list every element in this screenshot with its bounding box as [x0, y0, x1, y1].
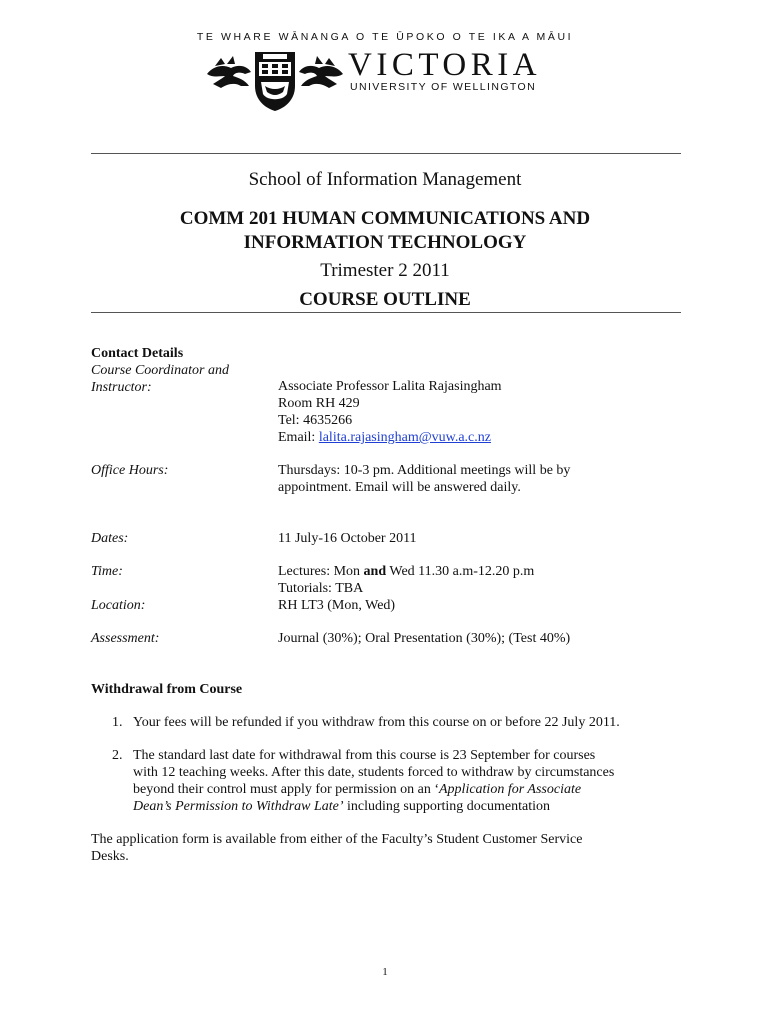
coordinator-email-row [278, 429, 502, 446]
dates-value: 11 July-16 October 2011 [278, 531, 417, 546]
lectures-text-b: Wed 11.30 a.m-12.20 p.m [386, 564, 535, 579]
university-wordmark: VICTORIA [348, 47, 542, 83]
tutorials-value: Tutorials: TBA [278, 581, 364, 596]
application-form-name-cont: Dean’s Permission to Withdraw Late’ [133, 799, 344, 814]
list-item-line: with 12 teaching weeks. After this date, students forced to withdraw by circumstances [133, 765, 615, 780]
office-hours-line-1: Thursdays: 10-3 pm. Additional meetings will be by [278, 463, 571, 478]
email-label: Email: [278, 430, 319, 445]
list-item-text [133, 747, 713, 815]
note-line-2: Desks. [91, 849, 129, 864]
university-subtitle: UNIVERSITY OF WELLINGTON [350, 81, 537, 93]
school-name: School of Information Management [248, 169, 522, 190]
coordinator-details [278, 378, 502, 446]
lectures-text-a: Lectures: Mon [278, 564, 364, 579]
contact-details-heading: Contact Details [91, 346, 184, 361]
time-label: Time: [91, 564, 123, 579]
course-title-line-1: COMM 201 HUMAN COMMUNICATIONS AND [179, 208, 591, 229]
coordinator-label-line-2: Instructor: [91, 380, 152, 395]
note-line-1: The application form is available from either of the Faculty’s Student Customer Service [91, 832, 583, 847]
document-title: COURSE OUTLINE [299, 289, 471, 310]
application-note [91, 831, 691, 865]
location-label: Location: [91, 598, 146, 613]
list-item [112, 714, 712, 731]
lectures-value [278, 563, 534, 580]
withdrawal-heading: Withdrawal from Course [91, 682, 243, 697]
list-item-line [133, 781, 713, 798]
application-form-name: Application for Associate [439, 782, 582, 797]
coordinator-label [91, 362, 229, 396]
course-title [0, 207, 770, 255]
list-item-line: The standard last date for withdrawal from this course is 23 September for courses [133, 748, 596, 763]
list-item-text: Your fees will be refunded if you withdraw from this course on or before 22 July 2011. [133, 715, 620, 730]
list-item-number: 1. [112, 715, 123, 730]
list-item-span: beyond their control must apply for permission on an ‘ [133, 782, 439, 797]
lectures-and: and [363, 564, 387, 579]
university-crest-logo [205, 44, 345, 112]
coordinator-name: Associate Professor Lalita Rajasingham [278, 379, 502, 394]
list-item-span: including supporting documentation [343, 799, 551, 814]
assessment-label: Assessment: [91, 631, 160, 646]
course-title-line-2: INFORMATION TECHNOLOGY [243, 232, 527, 253]
office-hours-label: Office Hours: [91, 463, 169, 478]
coordinator-label-line-1: Course Coordinator and [91, 363, 229, 378]
trimester: Trimester 2 2011 [320, 260, 450, 281]
office-hours-value [278, 462, 570, 496]
dates-label: Dates: [91, 531, 129, 546]
title-divider [91, 312, 681, 313]
email-link[interactable]: lalita.rajasingham@vuw.a.c.nz [318, 430, 491, 445]
assessment-value: Journal (30%); Oral Presentation (30%); (Test 40%) [278, 631, 571, 646]
maori-university-name: TE WHARE WĀNANGA O TE ŪPOKO O TE IKA A MĀUI [196, 31, 574, 43]
coordinator-room: Room RH 429 [278, 396, 360, 411]
list-item [112, 747, 712, 817]
list-item-number: 2. [112, 748, 123, 763]
page-number: 1 [382, 966, 388, 978]
office-hours-line-2: appointment. Email will be answered daily. [278, 480, 521, 495]
list-item-line [133, 798, 713, 815]
location-value: RH LT3 (Mon, Wed) [278, 598, 396, 613]
header-divider [91, 153, 681, 154]
coordinator-phone: Tel: 4635266 [278, 413, 353, 428]
